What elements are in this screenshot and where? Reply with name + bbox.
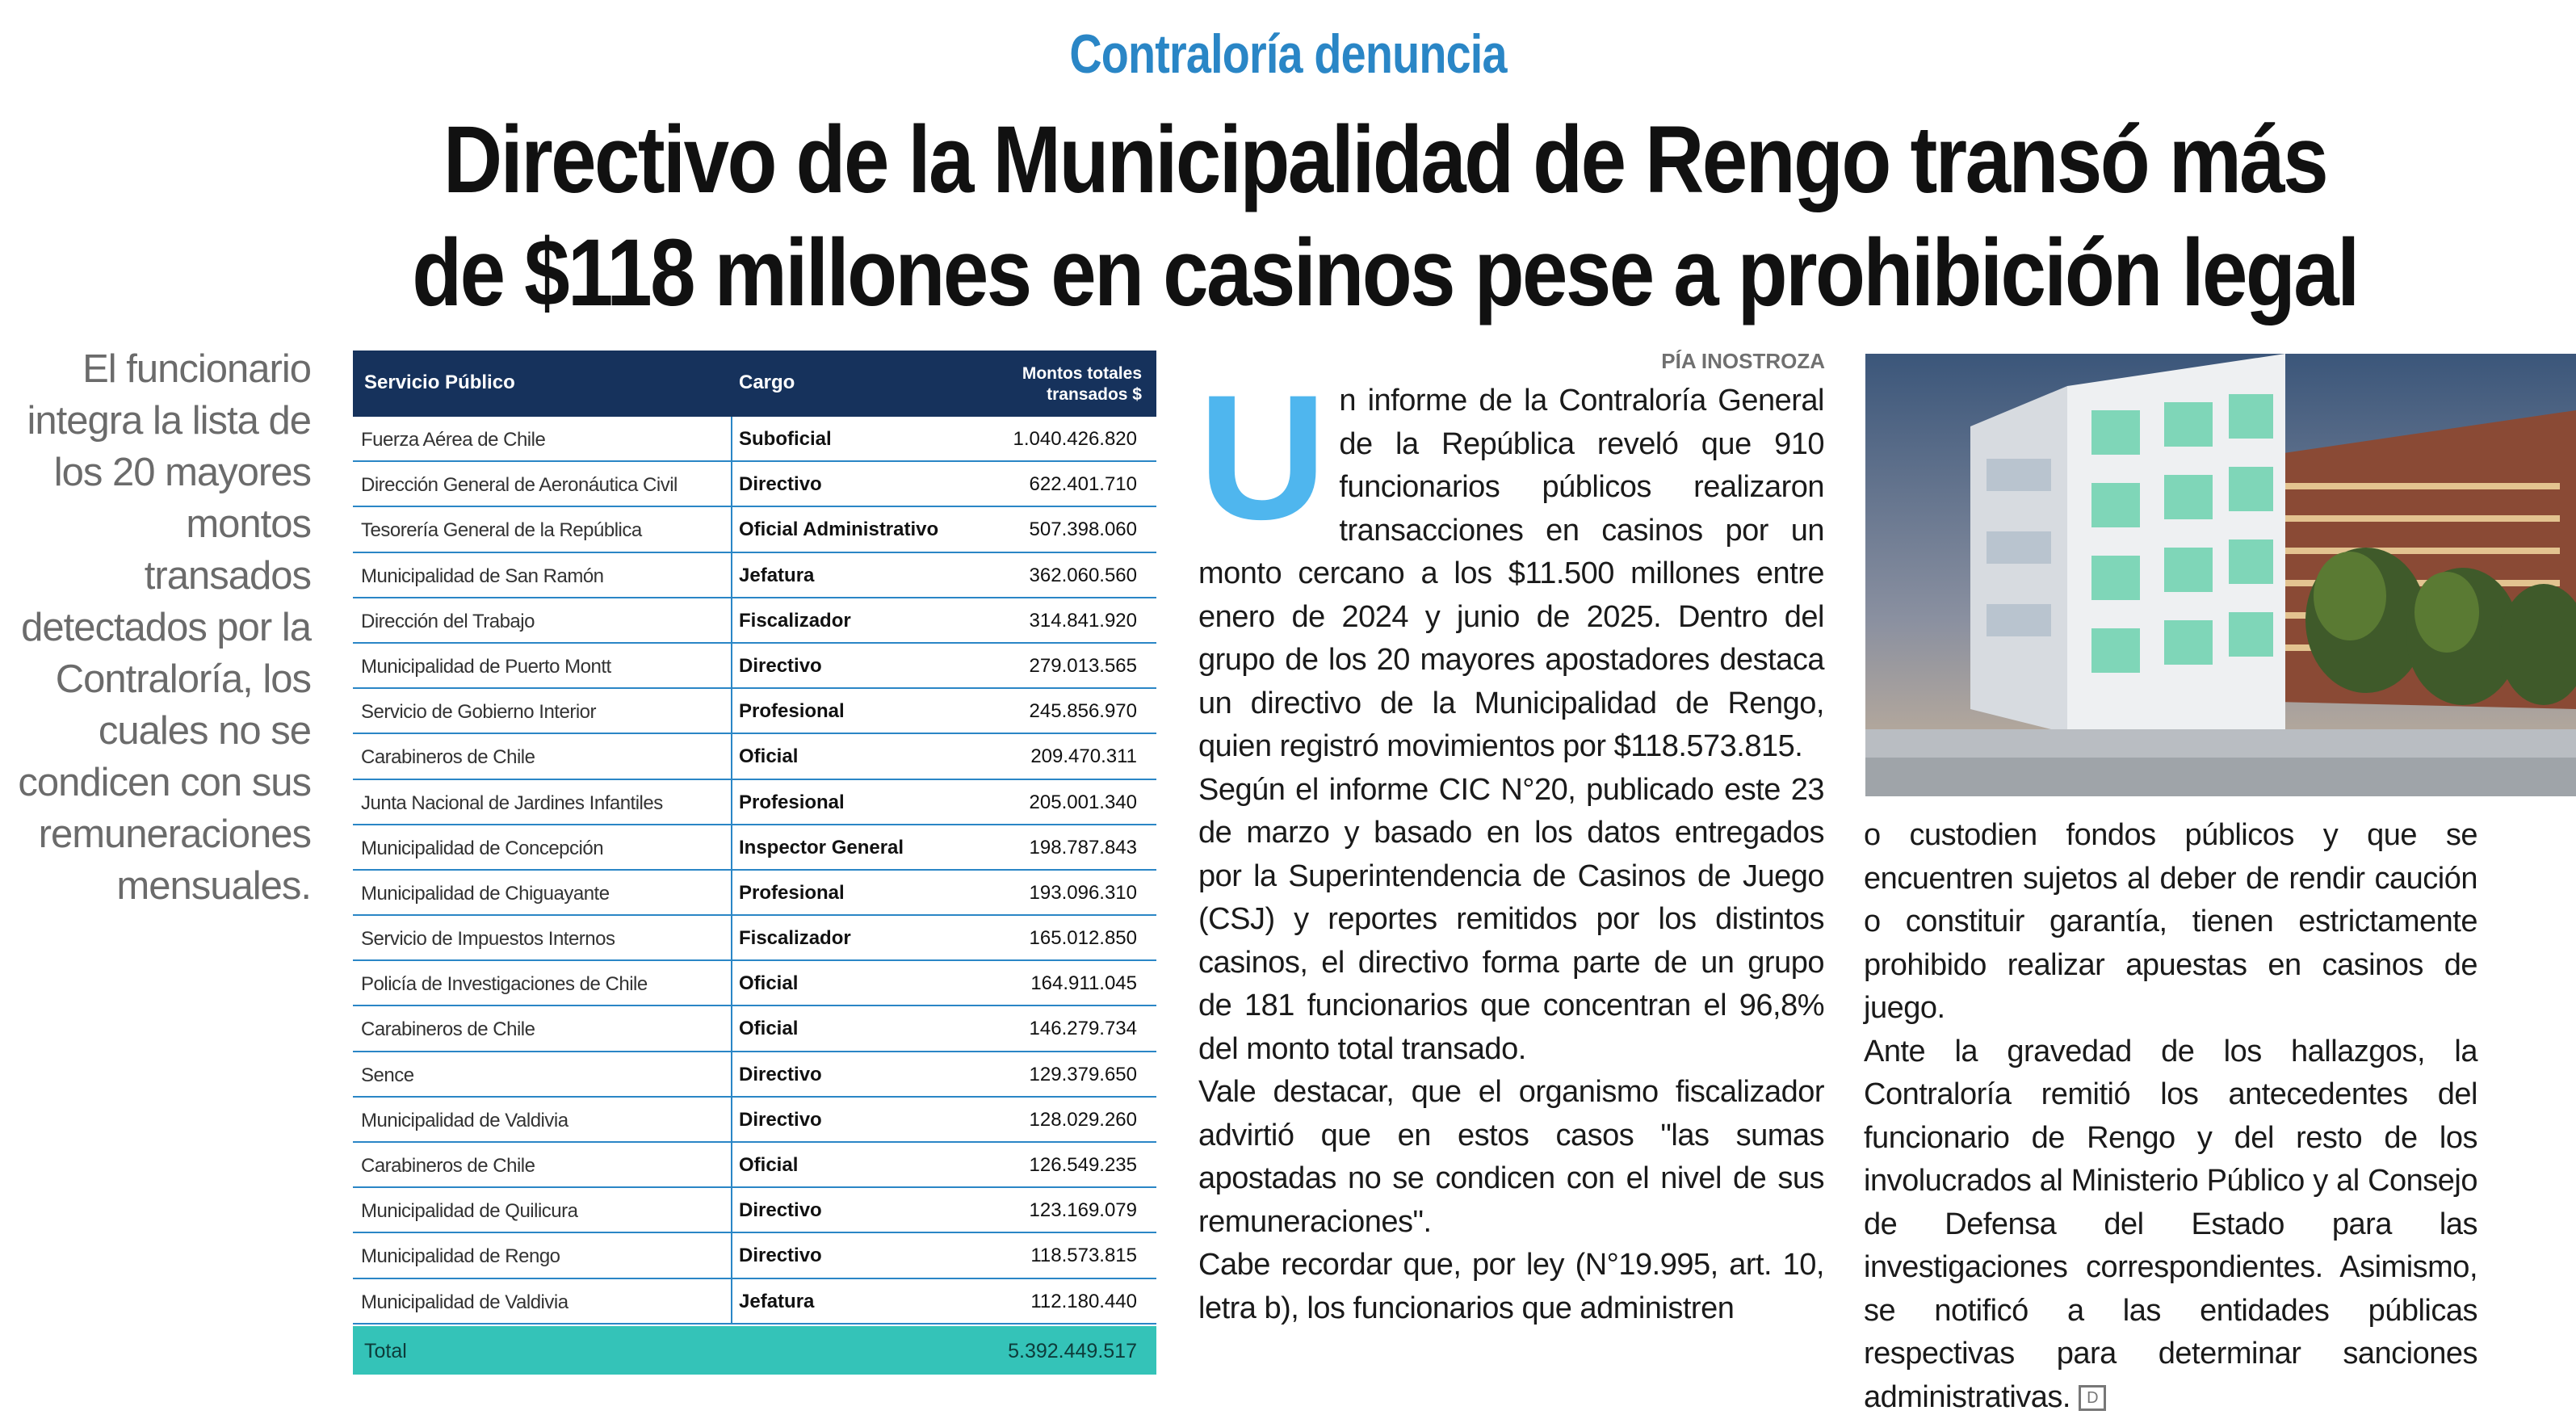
cell-monto: 128.029.260 <box>1030 1109 1137 1131</box>
cell-monto: 123.169.079 <box>1030 1199 1137 1222</box>
cell-servicio: Fuerza Aérea de Chile <box>361 429 724 451</box>
table-header <box>353 351 1156 417</box>
table-row <box>353 1098 1156 1143</box>
table-row <box>353 417 1156 462</box>
cell-servicio: Municipalidad de Concepción <box>361 838 724 860</box>
total-row <box>353 1326 1156 1375</box>
table-row <box>353 1052 1156 1098</box>
cell-cargo: Profesional <box>739 700 845 723</box>
cell-servicio: Sence <box>361 1064 724 1087</box>
header-montos-line2: transados $ <box>1047 385 1142 404</box>
table-row <box>353 871 1156 916</box>
cell-servicio: Servicio de Gobierno Interior <box>361 701 724 724</box>
cell-servicio: Municipalidad de Rengo <box>361 1245 724 1268</box>
cell-cargo: Profesional <box>739 791 845 814</box>
cell-cargo: Directivo <box>739 473 822 496</box>
cell-servicio: Municipalidad de Puerto Montt <box>361 656 724 678</box>
cell-cargo: Directivo <box>739 1109 822 1131</box>
cell-cargo: Fiscalizador <box>739 927 851 950</box>
cell-monto: 118.573.815 <box>1030 1245 1137 1267</box>
cell-cargo: Oficial <box>739 1018 798 1040</box>
table-row <box>353 598 1156 644</box>
header-cargo: Cargo <box>739 372 795 394</box>
article-column-right <box>1864 814 2477 1419</box>
table-row <box>353 1233 1156 1278</box>
cell-cargo: Jefatura <box>739 1291 814 1313</box>
table-row <box>353 961 1156 1006</box>
cell-servicio: Servicio de Impuestos Internos <box>361 928 724 951</box>
cell-servicio: Municipalidad de Valdivia <box>361 1110 724 1132</box>
cell-monto: 1.040.426.820 <box>1013 428 1137 451</box>
end-mark-icon: D <box>2079 1385 2106 1411</box>
cell-cargo: Profesional <box>739 882 845 905</box>
paragraph-2: Según el informe CIC N°20, publicado este 23 de marzo y basado en los datos entregados por la Superintendencia de Casinos de Juego (CSJ) y reportes remitidos por los distintos casinos, el directivo forma parte de un grupo de 181 funcionarios que concentran el 96,8% del monto total transado. <box>1198 769 1824 1072</box>
cell-cargo: Jefatura <box>739 565 814 587</box>
header-servicio: Servicio Público <box>364 372 515 394</box>
cell-servicio: Carabineros de Chile <box>361 746 724 769</box>
paragraph-5: o custodien fondos públicos y que se encuentren sujetos al deber de rendir caución o constituir garantía, tienen estrictamente prohibido realizar apuestas en casinos de juego. <box>1864 814 2477 1031</box>
casino-amounts-table <box>353 351 1156 1383</box>
table-row <box>353 734 1156 779</box>
drop-cap: U <box>1198 384 1326 546</box>
table-row <box>353 1188 1156 1233</box>
cell-servicio: Tesorería General de la República <box>361 519 724 542</box>
table-row <box>353 644 1156 689</box>
cell-servicio: Municipalidad de Quilicura <box>361 1200 724 1223</box>
cell-monto: 129.379.650 <box>1030 1064 1137 1086</box>
table-row <box>353 507 1156 552</box>
cell-servicio: Municipalidad de Chiguayante <box>361 883 724 905</box>
table-row <box>353 825 1156 871</box>
cell-monto: 193.096.310 <box>1030 882 1137 905</box>
total-value: 5.392.449.517 <box>1008 1340 1137 1363</box>
paragraph-6 <box>1864 1031 2477 1419</box>
table-row <box>353 689 1156 734</box>
cell-servicio: Municipalidad de Valdivia <box>361 1291 724 1314</box>
cell-servicio: Dirección General de Aeronáutica Civil <box>361 474 724 497</box>
sidebar-pull-quote: El funcionario integra la lista de los 20 mayores montos transados detectados por la Contraloría, los cuales no se condicen con sus remuneraciones mensuales. <box>16 343 311 912</box>
paragraph-6-text: Ante la gravedad de los hallazgos, la Contraloría remitió los antecedentes del funcionario de Rengo y del resto de los involucrados al Ministerio Público y al Consejo de Defensa del Estado para las investigaciones correspondientes. Asimismo, se notificó a las entidades públicas respectivas para determinar sanciones administrativas. <box>1864 1035 2477 1414</box>
header-montos-line1: Montos totales <box>1022 364 1142 383</box>
table-row <box>353 462 1156 507</box>
table-row <box>353 1143 1156 1188</box>
headline-line-1: Directivo de la Municipalidad de Rengo transó más <box>402 103 2368 216</box>
byline: PÍA INOSTROZA <box>1486 349 1825 374</box>
table-row <box>353 916 1156 961</box>
cell-monto: 362.060.560 <box>1030 565 1137 587</box>
cell-monto: 126.549.235 <box>1030 1154 1137 1177</box>
cell-cargo: Directivo <box>739 1199 822 1222</box>
cell-monto: 112.180.440 <box>1030 1291 1137 1313</box>
cell-servicio: Policía de Investigaciones de Chile <box>361 973 724 996</box>
table-row <box>353 780 1156 825</box>
cell-monto: 209.470.311 <box>1030 745 1137 768</box>
cell-cargo: Inspector General <box>739 837 904 859</box>
cell-cargo: Oficial <box>739 972 798 995</box>
article-column-middle <box>1198 380 1824 1330</box>
cell-servicio: Carabineros de Chile <box>361 1155 724 1178</box>
paragraph-1 <box>1198 380 1824 769</box>
paragraph-1-text: n informe de la Contraloría General de la República reveló que 910 funcionarios públicos realizaron transacciones en casinos por un monto cercano a los $11.500 millones entre enero de 2024 y junio de 2025. Dentro del grupo de los 20 mayores apostadores destaca un directivo de la Municipalidad de Rengo, quien registró movimientos por $118.573.815. <box>1198 384 1824 763</box>
cell-servicio: Dirección del Trabajo <box>361 611 724 633</box>
cell-servicio: Junta Nacional de Jardines Infantiles <box>361 792 724 815</box>
paragraph-4: Cabe recordar que, por ley (N°19.995, art. 10, letra b), los funcionarios que administren <box>1198 1244 1824 1330</box>
cell-monto: 507.398.060 <box>1030 518 1137 541</box>
cell-cargo: Suboficial <box>739 428 832 451</box>
cell-monto: 622.401.710 <box>1030 473 1137 496</box>
headline-line-2: de $118 millones en casinos pese a prohibición legal <box>402 216 2368 330</box>
cell-cargo: Oficial Administrativo <box>739 518 938 541</box>
cell-servicio: Municipalidad de San Ramón <box>361 565 724 588</box>
cell-monto: 245.856.970 <box>1030 700 1137 723</box>
paragraph-3: Vale destacar, que el organismo fiscalizador advirtió que en estos casos "las sumas apostadas no se condicen con el nivel de sus remuneraciones". <box>1198 1071 1824 1244</box>
table-body <box>353 417 1156 1325</box>
cell-monto: 165.012.850 <box>1030 927 1137 950</box>
cell-monto: 146.279.734 <box>1030 1018 1137 1040</box>
cell-servicio: Carabineros de Chile <box>361 1018 724 1041</box>
cell-cargo: Directivo <box>739 1064 822 1086</box>
cell-monto: 314.841.920 <box>1030 610 1137 632</box>
header-montos <box>980 363 1142 405</box>
cell-monto: 205.001.340 <box>1030 791 1137 814</box>
cell-cargo: Fiscalizador <box>739 610 851 632</box>
table-row <box>353 1006 1156 1052</box>
cell-cargo: Directivo <box>739 655 822 678</box>
cell-cargo: Directivo <box>739 1245 822 1267</box>
cell-cargo: Oficial <box>739 745 798 768</box>
cell-cargo: Oficial <box>739 1154 798 1177</box>
table-row <box>353 553 1156 598</box>
cell-monto: 279.013.565 <box>1030 655 1137 678</box>
section-kicker: Contraloría denuncia <box>232 23 2344 95</box>
building-photo <box>1865 354 2576 796</box>
cell-monto: 164.911.045 <box>1030 972 1137 995</box>
total-label: Total <box>364 1340 407 1363</box>
table-row <box>353 1279 1156 1325</box>
headline <box>242 103 2528 330</box>
cell-monto: 198.787.843 <box>1030 837 1137 859</box>
